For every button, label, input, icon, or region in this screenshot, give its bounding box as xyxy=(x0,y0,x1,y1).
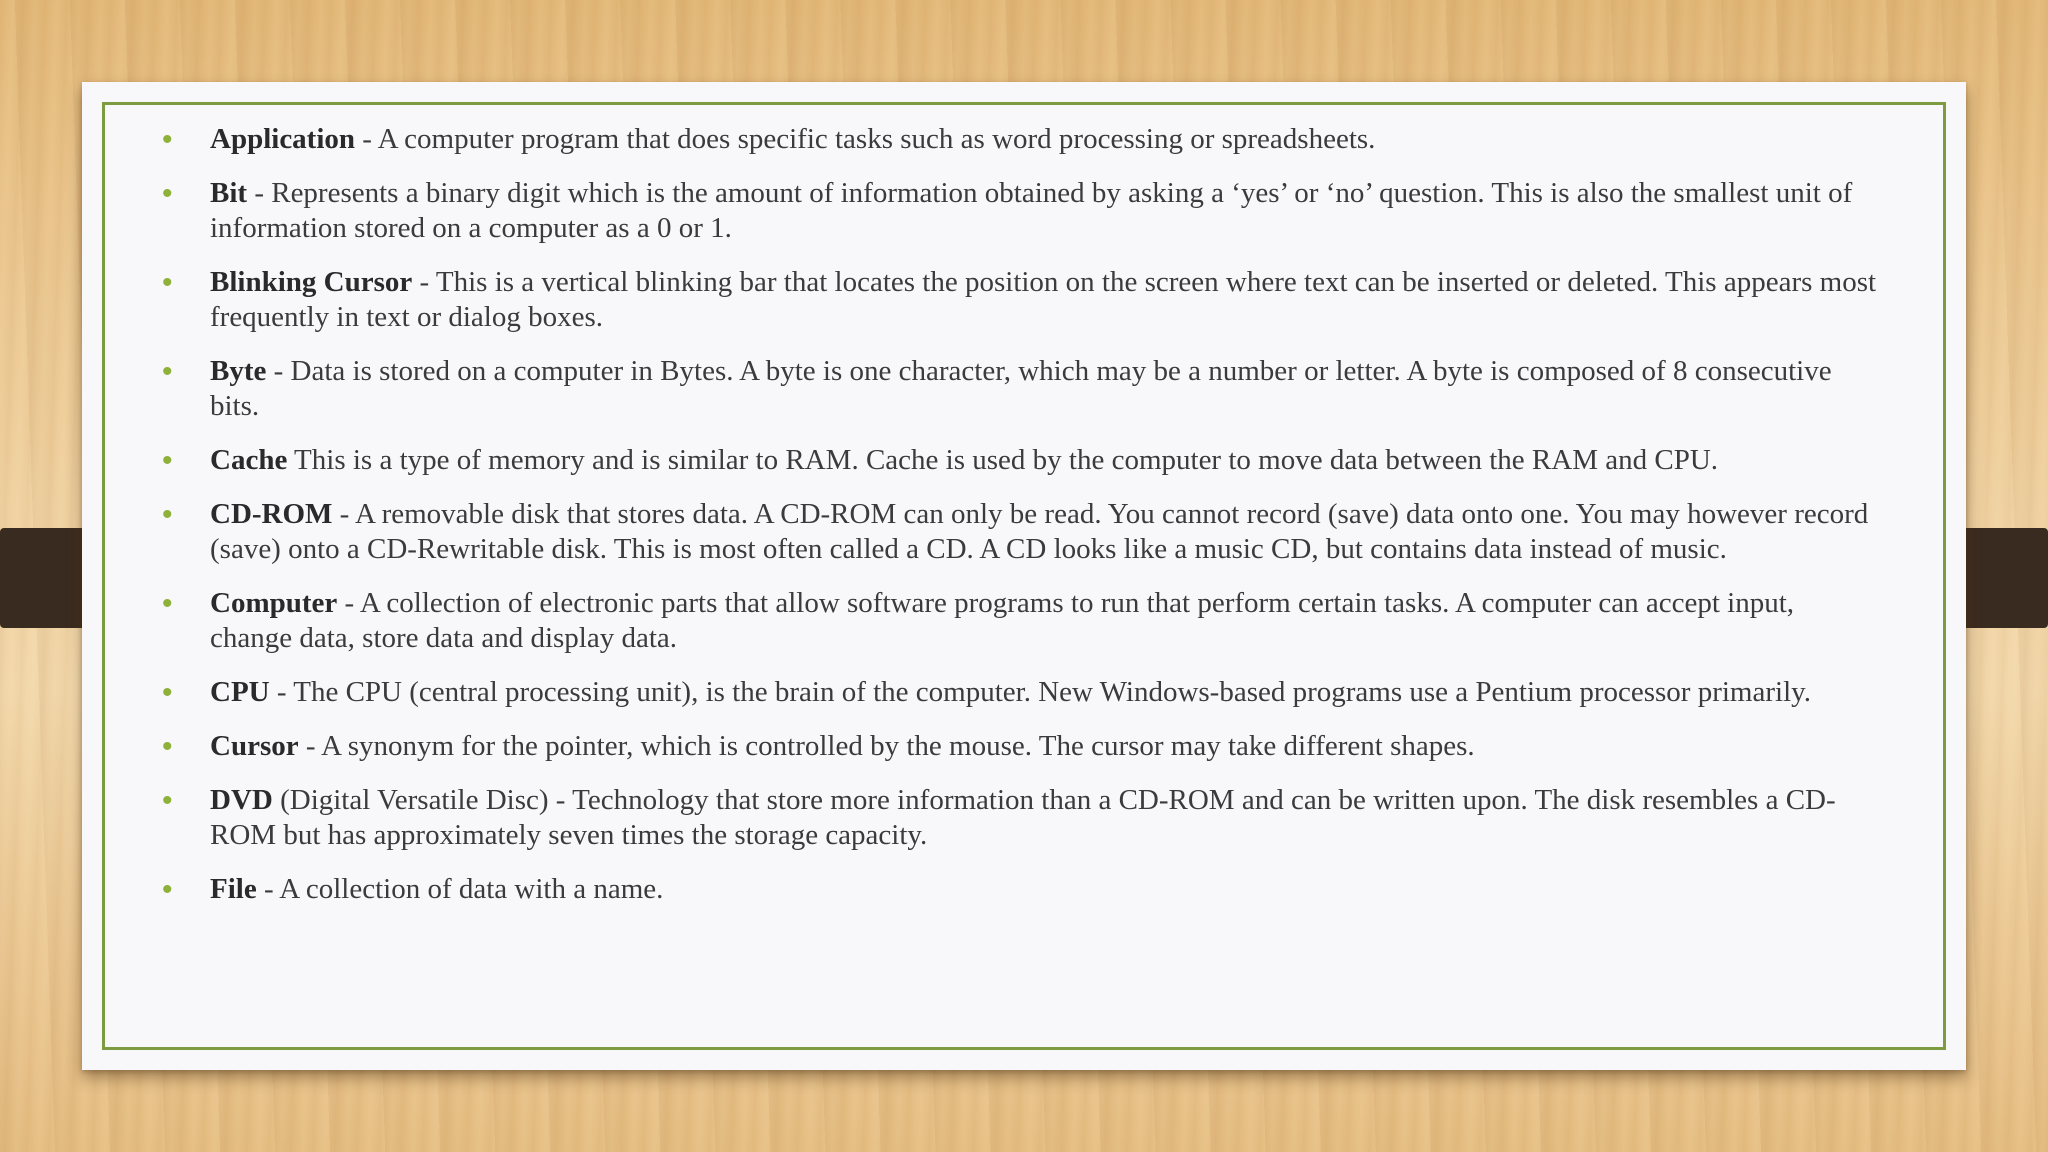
glossary-entry-cd-rom xyxy=(162,497,1882,567)
glossary-term: Bit xyxy=(210,177,248,209)
bullet-icon: • xyxy=(162,177,173,210)
glossary-entry-file xyxy=(162,872,1882,907)
glossary-entry-cursor xyxy=(162,729,1882,764)
glossary-definition: (Digital Versatile Disc) - Technology that store more information than a CD-ROM and can be written upon. The disk resembles a CD-ROM but has approximately seven times the storage capacity. xyxy=(210,784,1836,851)
slide-card xyxy=(82,82,1966,1070)
bullet-icon: • xyxy=(162,676,173,709)
bullet-icon: • xyxy=(162,873,173,906)
glossary-term: Application xyxy=(210,123,356,155)
glossary-term: Blinking Cursor xyxy=(210,266,413,298)
glossary-entry-dvd xyxy=(162,783,1882,853)
glossary-term: CPU xyxy=(210,676,270,708)
bullet-icon: • xyxy=(162,444,173,477)
glossary-term: Cache xyxy=(210,444,288,476)
glossary-definition: - Represents a binary digit which is the amount of information obtained by asking a ‘yes’ or ‘no’ question. This is also the smallest unit of information stored on a computer as a 0 or 1. xyxy=(210,177,1853,244)
glossary-entry-cpu xyxy=(162,675,1882,710)
bullet-icon: • xyxy=(162,730,173,763)
glossary-term: Cursor xyxy=(210,730,299,762)
glossary-term: Byte xyxy=(210,355,267,387)
bullet-icon: • xyxy=(162,266,173,299)
glossary-entry-blinking-cursor xyxy=(162,265,1882,335)
bullet-icon: • xyxy=(162,498,173,531)
glossary-entry-cache xyxy=(162,443,1882,478)
bullet-icon: • xyxy=(162,355,173,388)
glossary-definition: - A removable disk that stores data. A CD-ROM can only be read. You cannot record (save) data onto one. You may however record (save) onto a CD-Rewritable disk. This is most often called a CD. A CD looks like a music CD, but contains data instead of music. xyxy=(210,498,1869,565)
glossary-definition: - The CPU (central processing unit), is the brain of the computer. New Windows-based programs use a Pentium processor primarily. xyxy=(269,676,1811,708)
glossary-entry-byte xyxy=(162,354,1882,424)
glossary-list xyxy=(162,122,1882,926)
bullet-icon: • xyxy=(162,123,173,156)
glossary-term: DVD xyxy=(210,784,273,816)
bullet-icon: • xyxy=(162,784,173,817)
glossary-entry-application xyxy=(162,122,1882,157)
glossary-term: CD-ROM xyxy=(210,498,333,530)
glossary-definition: This is a type of memory and is similar to RAM. Cache is used by the computer to move data between the RAM and CPU. xyxy=(287,444,1719,476)
glossary-term: Computer xyxy=(210,587,338,619)
glossary-entry-computer xyxy=(162,586,1882,656)
glossary-entry-bit xyxy=(162,176,1882,246)
glossary-definition: - A collection of electronic parts that allow software programs to run that perform certain tasks. A computer can accept input, change data, store data and display data. xyxy=(210,587,1795,654)
bullet-icon: • xyxy=(162,587,173,620)
glossary-term: File xyxy=(210,873,257,905)
glossary-definition: - A computer program that does specific tasks such as word processing or spreadsheets. xyxy=(355,123,1376,155)
glossary-definition: - Data is stored on a computer in Bytes. A byte is one character, which may be a number or letter. A byte is composed of 8 consecutive bits. xyxy=(210,355,1832,422)
glossary-definition: - This is a vertical blinking bar that locates the position on the screen where text can be inserted or deleted. This appears most frequently in text or dialog boxes. xyxy=(210,266,1877,333)
glossary-definition: - A collection of data with a name. xyxy=(256,873,664,905)
glossary-definition: - A synonym for the pointer, which is controlled by the mouse. The cursor may take different shapes. xyxy=(298,730,1475,762)
